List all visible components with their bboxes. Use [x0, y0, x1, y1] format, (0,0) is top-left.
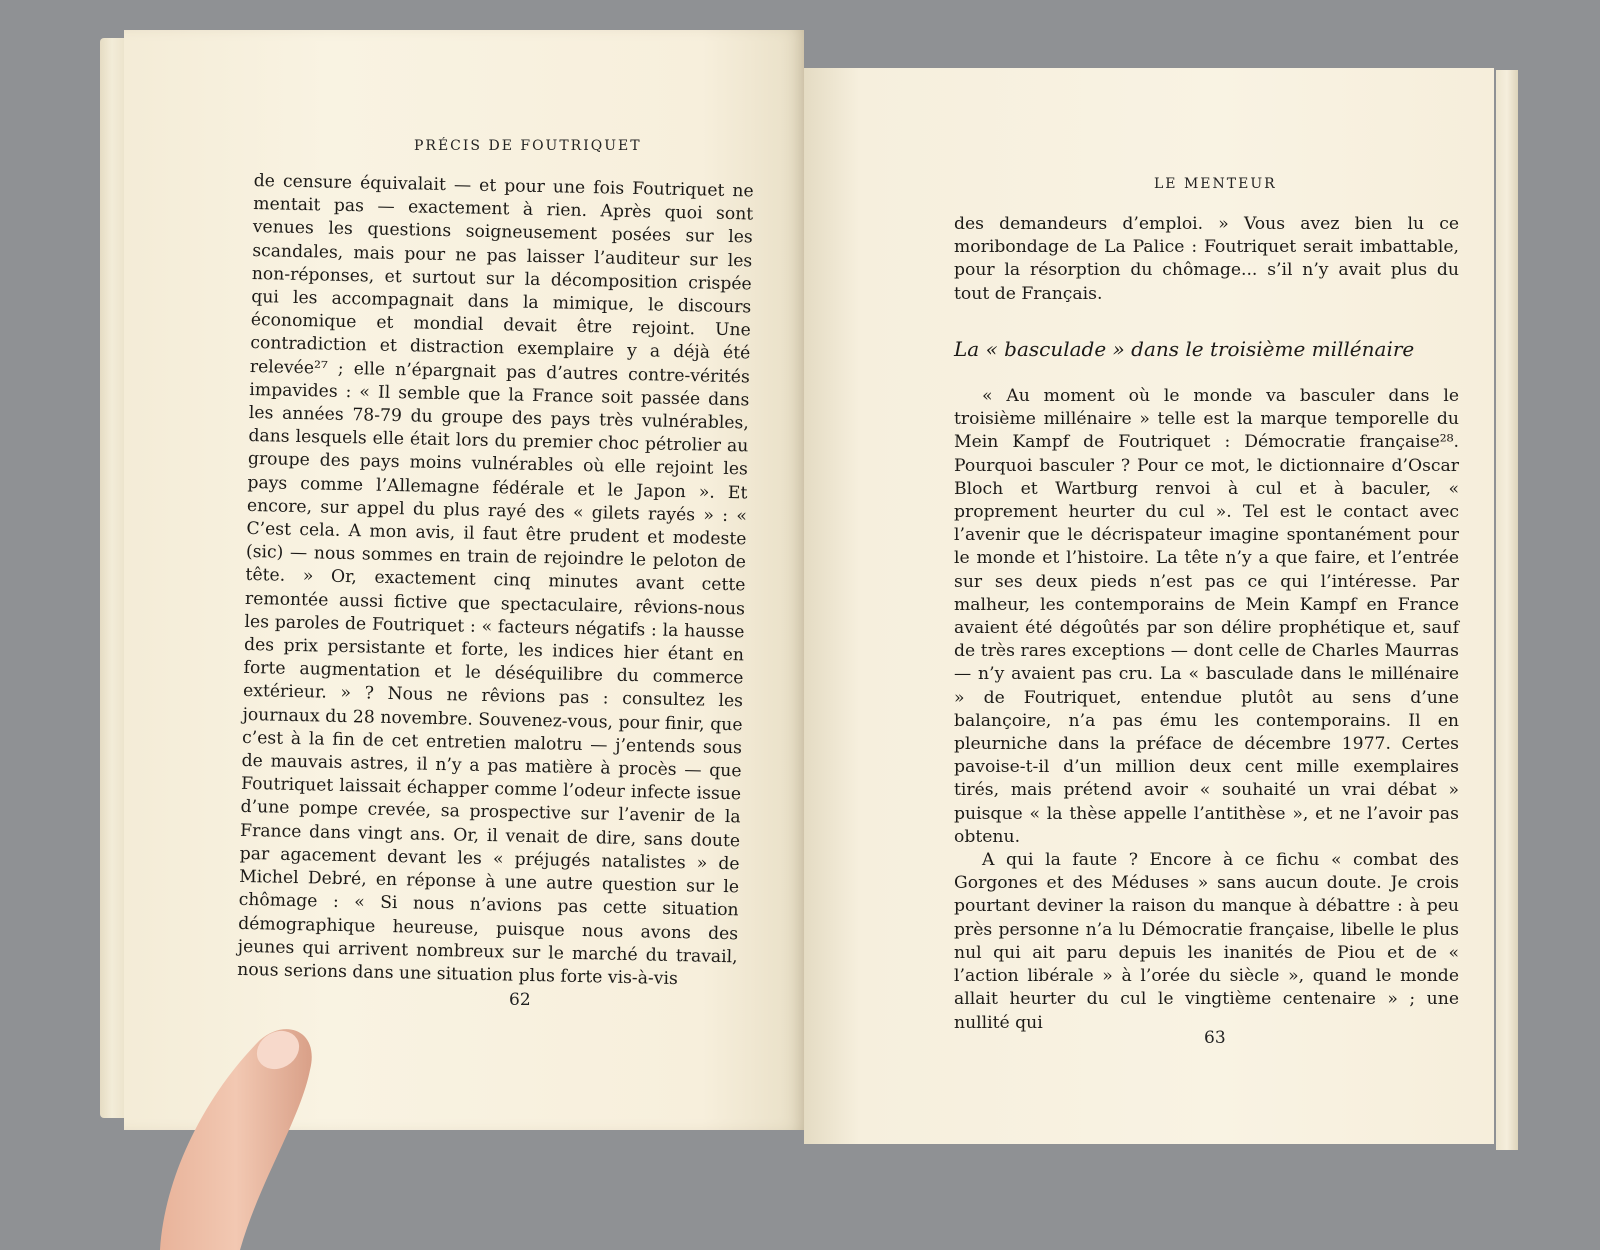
left-page-number: 62: [509, 990, 531, 1010]
right-page-number: 63: [1204, 1028, 1226, 1048]
right-running-head: LE MENTEUR: [1154, 176, 1277, 192]
left-page: [124, 30, 804, 1130]
left-running-head: PRÉCIS DE FOUTRIQUET: [414, 138, 642, 154]
section-heading: La « basculade » dans le troisième millénaire: [954, 336, 1415, 361]
right-paragraph-1: « Au moment où le monde va basculer dans le troisième millénaire » telle est la marque temporelle du Mein Kampf de Foutriquet : Démocratie française²⁸. Pourquoi basculer ? Pour ce mot, le dictionnaire d’Oscar Bloch et Wartburg renvoi à cul et à baculer, « proprement heurter du cul ». Tel est le contact avec l’avenir que le décrispateur imagine spontanément pour le monde et l’histoire. La tête n’y a que faire, et l’entrée sur ses deux pieds n’est pas ce qui l’intéresse. Par malheur, les contemporains de Mein Kampf en France avaient été dégoûtés par son délire prophétique et, sauf de très rares exceptions — dont celle de Charles Maurras — n’y avaient pas cru. La « basculade dans le millénaire » de Foutriquet, entendue plutôt au sens d’une balançoire, n’a pas ému les contemporains. Il en pleurniche dans la préface de décembre 1977. Certes pavoise-t-il d’un million deux cent mille exemplaires tirés, mais prétend avoir « souhaité un vrai débat » puisque « la thèse appelle l’antithèse », et ne l’avoir pas obtenu.: [954, 386, 1459, 847]
right-page: [804, 68, 1494, 1144]
left-body-paragraph: de censure équivalait — et pour une fois Foutriquet ne mentait pas — exactement à rien. Après quoi sont venues les questions soigneusement posées sur les scandales, mais pour ne pas laisser l’auditeur sur les non-réponses, et surtout sur la décomposition crispée qui les accompagnait dans la mimique, le discours économique et mondial devait être rejoint. Une contradiction et distraction exemplaire y a déjà été relevée²⁷ ; elle n’épargnait pas d’autres contre-vérités impavides : « Il semble que la France soit passée dans les années 78-79 du groupe des pays très vulnérables, dans lesquels elle était lors du premier choc pétrolier au groupe des pays moins vulnérables où elle rejoint les pays comme l’Allemagne fédérale et le Japon ». Et encore, sur appel du plus rayé des « gilets rayés » : « C’est cela. A mon avis, il faut être prudent et modeste (sic) — nous sommes en train de rejoindre le peloton de tête. » Or, exactement cinq minutes avant cette remontée aussi fictive que spectaculaire, rêvions-nous les paroles de Foutriquet : « facteurs négatifs : la hausse des prix persistante et forte, les indices hier étant en forte augmentation et le déséquilibre du commerce extérieur. » ? Nous ne rêvions pas : consultez les journaux du 28 novembre. Souvenez-vous, pour finir, que c’est à la fin de cet entretien malotru — j’entends sous de mauvais astres, il n’y a pas matière à procès — que Foutriquet laissait échapper comme l’odeur infecte issue d’une pompe crevée, sa prospective sur l’avenir de la France dans vingt ans. Or, il venait de dire, sans doute par agacement devant les « préjugés natalistes » de Michel Debré, en réponse à une autre question sur le chômage : « Si nous n’avions pas cette situation démographique heureuse, puisque nous avons des jeunes qui arrivent nombreux sur le marché du travail, nous serions dans une situation plus forte vis-à-vis: [237, 170, 754, 989]
right-page-text: [954, 213, 1459, 1035]
right-paragraph-2: A qui la faute ? Encore à ce fichu « combat des Gorgones et des Méduses » sans aucun doute. Je crois pourtant deviner la raison du manque à débattre : à peu près personne n’a lu Démocratie française, libelle le plus nul qui ait paru depuis les inanités de Piou et de « l’action libérale » à l’orée du siècle », quand le monde allait heurter du cul le vingtième centenaire » ; une nullité qui: [954, 850, 1459, 1033]
holding-finger: [120, 1010, 320, 1250]
left-page-text: [237, 170, 754, 992]
page-edges-right: [1496, 70, 1518, 1150]
right-opening-paragraph: des demandeurs d’emploi. » Vous avez bien lu ce moribondage de La Palice : Foutriquet serait imbattable, pour la résorption du chômage... s’il n’y avait plus du tout de Français.: [954, 214, 1459, 304]
